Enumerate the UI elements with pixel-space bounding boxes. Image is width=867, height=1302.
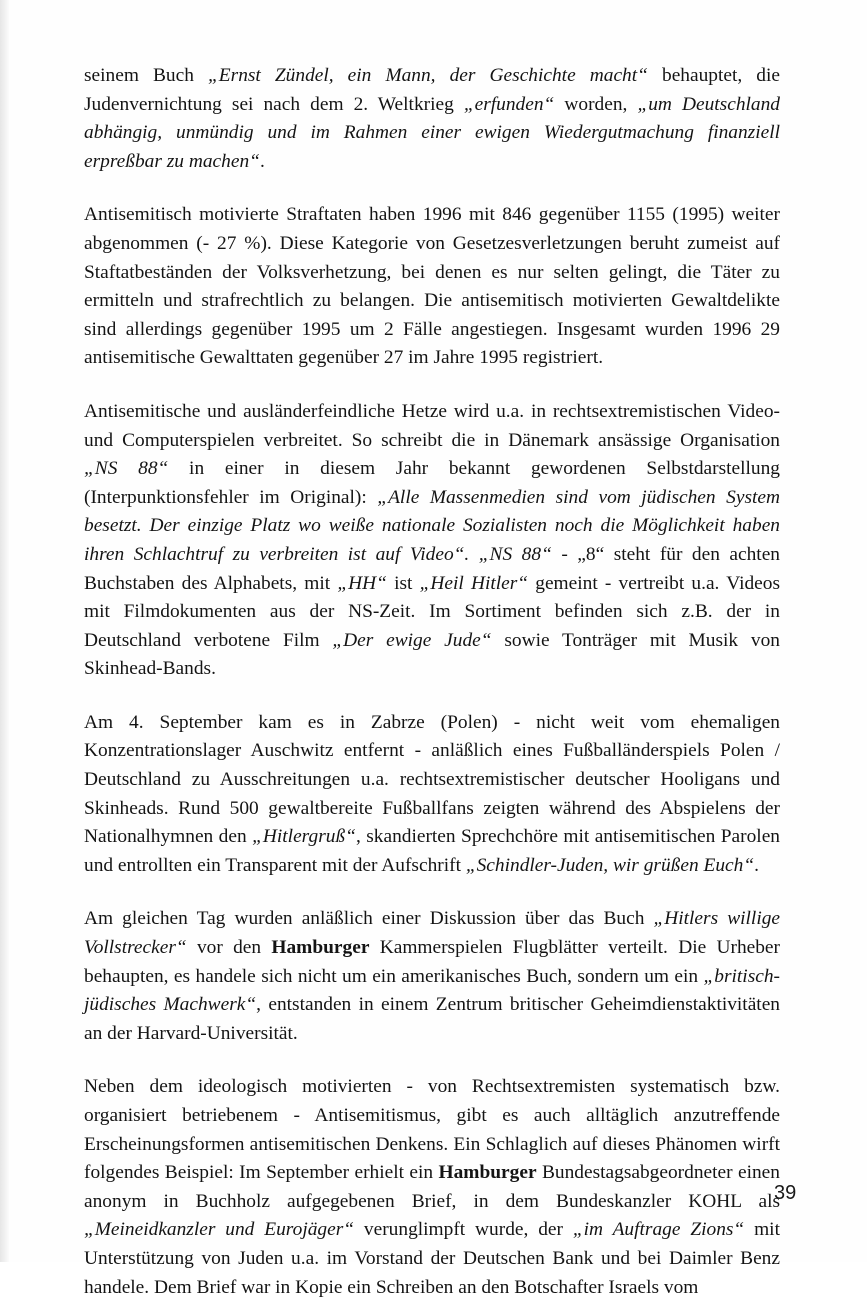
text-run: mit Unterstützung von Juden u.a. im Vorstand der Deutschen Bank und bei Daimler Benz handele. Dem Brief war in Kopie ein Schreiben an den Botschafter Israels vom	[84, 1219, 780, 1298]
text-run: Neben dem ideologisch motivierten - von Rechtsextremisten systematisch bzw. organisiert betriebenem - Antisemitismus, gibt es auch alltäglich anzutreffende Erscheinungsformen antisemitischen Denkens. Ein Schlaglich auf dieses Phänomen wirft folgendes Beispiel: Im September erhielt ein	[84, 1076, 780, 1184]
paragraph	[84, 398, 780, 684]
text-run: Antisemitische und ausländerfeindliche Hetze wird u.a. in rechtsextremistischen Video- und Computerspielen verbreitet. So schreibt die in Dänemark ansässige Organisation	[84, 400, 780, 451]
text-run: , entstanden in einem Zentrum britischer Geheimdienstaktivitäten an der Harvard-Universität.	[84, 994, 780, 1044]
italic-quote: „erfunden“	[463, 93, 555, 115]
text-run: - „8“ steht für den achten Buchstaben des Alphabets, mit	[84, 543, 781, 594]
bold-term: Hamburger	[271, 937, 370, 959]
text-run: Kammerspielen Flugblätter verteilt. Die Urheber behaupten, es handele sich nicht um ein amerikanisches Buch, sondern um ein	[84, 937, 781, 987]
italic-quote: „Hitlers willige Vollstrecker“	[84, 908, 781, 959]
bold-term: Hamburger	[438, 1162, 537, 1184]
text-run: Am gleichen Tag wurden anläßlich einer Diskussion über das Buch	[84, 908, 654, 930]
text-run: .	[259, 150, 265, 172]
text-run: in einer in diesem Jahr bekannt gewordenen Selbstdarstellung (Interpunktionsfehler im Original):	[84, 458, 781, 508]
page-number: 39	[774, 1182, 797, 1204]
italic-quote: „NS 88“	[84, 458, 169, 480]
paragraph	[84, 1073, 780, 1302]
text-run: Am 4. September kam es in Zabrze (Polen) - nicht weit vom ehemaligen Konzentrationslager Auschwitz entfernt - anläßlich eines Fußballänderspiels Polen / Deutschland zu Ausschreitungen u.a. rechtsextremistischer deutscher Hooligans und Skinheads. Rund 500 gewaltbereite Fußballfans zeigten während des Abspielens der Nationalhymnen den	[84, 711, 780, 848]
italic-quote: „britisch-jüdisches Machwerk“	[84, 965, 780, 1016]
italic-quote: „HH“	[337, 572, 387, 594]
paragraph	[84, 905, 780, 1048]
italic-quote: „im Auftrage Zions“	[572, 1219, 745, 1241]
italic-quote: „Alle Massenmedien sind vom jüdischen System besetzt. Der einzige Platz wo weiße nationale Sozialisten noch die Möglichkeit haben ihren Schlachtruf zu verbreiten ist auf Video“. „NS 88“	[84, 486, 780, 565]
text-run: Bundestagsabgeordneter einen anonym in Buchholz aufgegebenen Brief, in dem Bundeskanzler KOHL als	[84, 1162, 780, 1212]
scan-edge	[0, 0, 9, 1262]
text-run: behauptet, die Judenvernichtung sei nach dem 2. Weltkrieg	[84, 65, 780, 115]
italic-quote: „Heil Hitler“	[419, 572, 529, 594]
text-run: seinem Buch	[84, 65, 209, 86]
paragraph	[84, 62, 780, 176]
paragraph	[84, 709, 780, 881]
text-run: .	[754, 854, 759, 876]
italic-quote: „Hitlergruß“	[252, 826, 356, 848]
text-run: sowie Tonträger mit Musik von Skinhead-Bands.	[84, 629, 780, 680]
italic-quote: „Schindler-Juden, wir grüßen Euch“	[465, 854, 755, 876]
italic-quote: „Ernst Zündel, ein Mann, der Geschichte macht“	[208, 65, 648, 86]
italic-quote: „Meineidkanzler und Eurojäger“	[84, 1219, 355, 1241]
text-run: , skandierten Sprechchöre mit antisemitischen Parolen und entrollten ein Transparent mit der Aufschrift	[84, 826, 780, 876]
text-run: worden,	[554, 93, 638, 115]
text-run: Antisemitisch motivierte Straftaten haben 1996 mit 846 gegenüber 1155 (1995) weiter abgenommen (- 27 %). Diese Kategorie von Gesetzesverletzungen beruht zumeist auf Staftatbeständen der Volksverhetzung, bei denen es nur selten gelingt, die Täter zu ermitteln und strafrechtlich zu belangen. Die antisemitisch motivierten Gewaltdelikte sind allerdings gegenüber 1995 um 2 Fälle angestiegen. Insgesamt wurden 1996 29 antisemitische Gewalttaten gegenüber 27 im Jahre 1995 registriert.	[84, 204, 780, 369]
italic-quote: „um Deutschland abhängig, unmündig und im Rahmen einer ewigen Wiedergutmachung finanziell erpreßbar zu machen“	[84, 93, 780, 172]
italic-quote: „Der ewige Jude“	[332, 629, 492, 651]
text-run: gemeint - vertreibt u.a. Videos mit Filmdokumenten aus der NS-Zeit. Im Sortiment befinden sich z.B. der in Deutschland verbotene Film	[84, 572, 780, 651]
paragraph	[84, 201, 780, 373]
body-text	[84, 62, 780, 1302]
text-run: vor den	[186, 937, 272, 959]
text-run: verunglimpft wurde, der	[354, 1219, 573, 1241]
text-run: ist	[386, 572, 420, 594]
